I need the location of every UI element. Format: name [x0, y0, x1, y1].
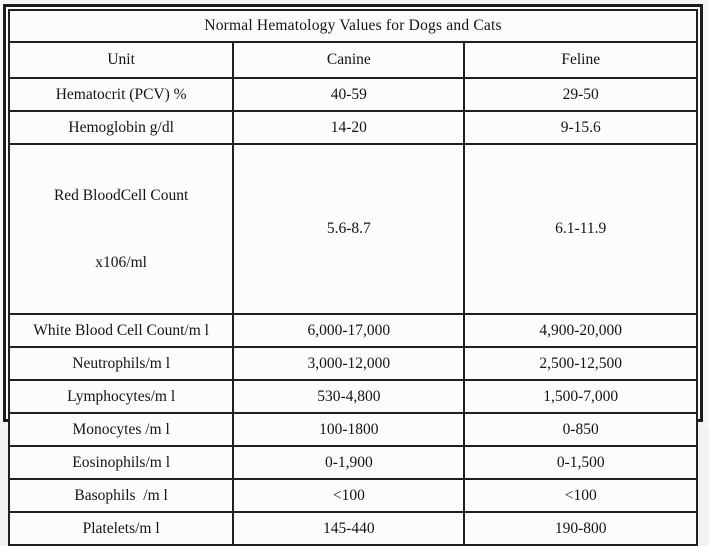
canine-value-cell: 100-1800	[233, 413, 464, 446]
feline-value-cell: 1,500-7,000	[464, 380, 697, 413]
column-header-canine: Canine	[233, 42, 464, 78]
unit-cell: Lymphocytes/m l	[9, 380, 233, 413]
feline-value-cell: 2,500-12,500	[464, 347, 697, 380]
feline-value-cell: 0-850	[464, 413, 697, 446]
unit-cell: Hematocrit (PCV) %	[9, 78, 233, 111]
feline-value-cell: 6.1-11.9	[464, 144, 697, 314]
table-row-platelets	[9, 512, 697, 545]
feline-value-cell: 9-15.6	[464, 111, 697, 144]
feline-value-cell: <100	[464, 479, 697, 512]
canine-value-cell: 145-440	[233, 512, 464, 545]
header-row	[9, 42, 697, 78]
canine-value-cell: 5.6-8.7	[233, 144, 464, 314]
canine-value-cell: 40-59	[233, 78, 464, 111]
hematology-values-table	[8, 9, 698, 546]
table-outer-frame	[3, 4, 703, 537]
column-header-unit: Unit	[9, 42, 233, 78]
table-row-basophils	[9, 479, 697, 512]
unit-cell: Platelets/m l	[9, 512, 233, 545]
feline-value-cell: 29-50	[464, 78, 697, 111]
canine-value-cell: 6,000-17,000	[233, 314, 464, 347]
canine-value-cell: 0-1,900	[233, 446, 464, 479]
table-row-hematocrit	[9, 78, 697, 111]
unit-cell	[9, 144, 233, 314]
canine-value-cell: 14-20	[233, 111, 464, 144]
feline-value-cell: 4,900-20,000	[464, 314, 697, 347]
table-row-hemoglobin	[9, 111, 697, 144]
table-row-red-blood-cell-count	[9, 144, 697, 314]
canine-value-cell: <100	[233, 479, 464, 512]
table-row-lymphocytes	[9, 380, 697, 413]
table-row-neutrophils	[9, 347, 697, 380]
column-header-feline: Feline	[464, 42, 697, 78]
unit-cell: White Blood Cell Count/m l	[9, 314, 233, 347]
unit-cell: Eosinophils/m l	[9, 446, 233, 479]
table-row-eosinophils	[9, 446, 697, 479]
unit-cell: Neutrophils/m l	[9, 347, 233, 380]
canine-value-cell: 3,000-12,000	[233, 347, 464, 380]
table-title: Normal Hematology Values for Dogs and Cats	[9, 10, 697, 42]
canine-value-cell: 530-4,800	[233, 380, 464, 413]
unit-cell: Basophils /m l	[9, 479, 233, 512]
unit-cell-line2: x106/ml	[95, 253, 147, 271]
feline-value-cell: 0-1,500	[464, 446, 697, 479]
unit-cell-line1: Red BloodCell Count	[53, 186, 189, 204]
unit-cell: Monocytes /m l	[9, 413, 233, 446]
table-row-monocytes	[9, 413, 697, 446]
table-row-white-blood-cell-count	[9, 314, 697, 347]
feline-value-cell: 190-800	[464, 512, 697, 545]
title-row	[9, 10, 697, 42]
unit-cell: Hemoglobin g/dl	[9, 111, 233, 144]
